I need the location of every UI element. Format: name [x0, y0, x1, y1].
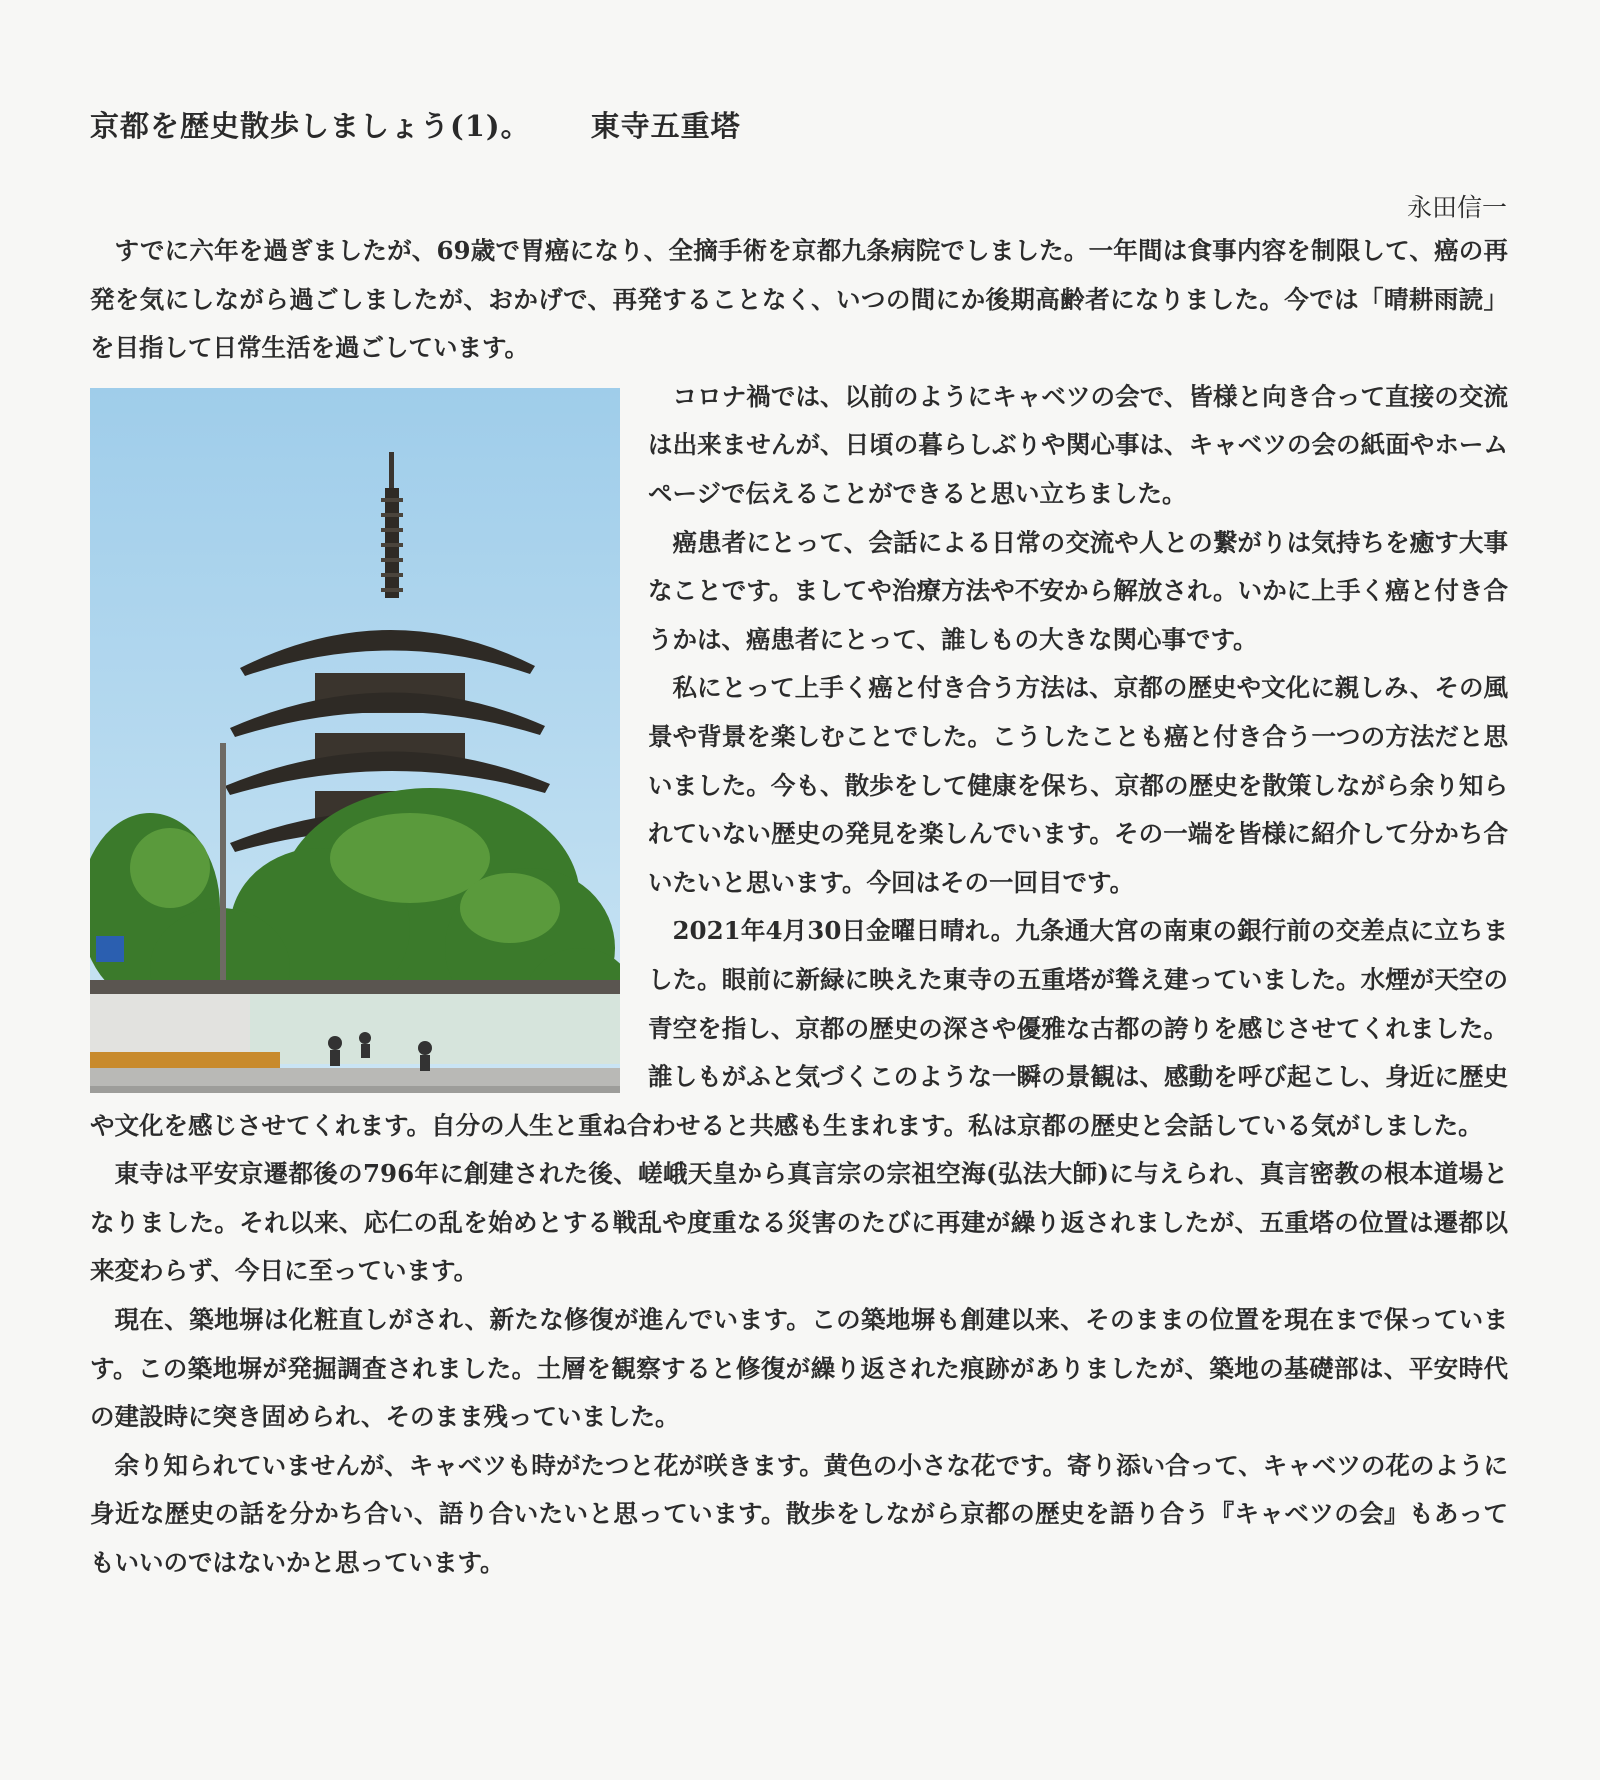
title-subtitle: 東寺五重塔	[590, 109, 741, 143]
title-main: 京都を歴史散歩しましょう(1)。	[90, 109, 531, 143]
paragraph-8: 余り知られていませんが、キャベツも時がたつと花が咲きます。黄色の小さな花です。寄り添い合って、キャベツの花のように身近な歴史の話を分かち合い、語り合いたいと思っています。散歩をしながら京都の歴史を語り合う『キャベツの会』もあってもいいのではないかと思っています。	[90, 1450, 1508, 1578]
pagoda-photo	[90, 388, 620, 1093]
paragraph-7: 現在、築地塀は化粧直しがされ、新たな修復が進んでいます。この築地塀も創建以来、そのままの位置を現在まで保っています。この築地塀が発掘調査されました。土層を観察すると修復が繰り返された痕跡がありましたが、築地の基礎部は、平安時代の建設時に突き固められ、そのまま残っていました。	[90, 1305, 1508, 1432]
paragraph-1: すでに六年を過ぎましたが、69歳で胃癌になり、全摘手術を京都九条病院でしました。一年間は食事内容を制限して、癌の再発を気にしながら過ごしましたが、おかげで、再発することなく、いつの間にか後期高齢者になりました。今では「晴耕雨読」を目指して日常生活を過ごしています。	[90, 236, 1508, 363]
paragraph-2: コロナ禍では、以前のようにキャベツの会で、皆様と向き合って直接の交流は出来ませんが、日頃の暮らしぶりや関心事は、キャベツの会の紙面やホームページで伝えることができると思い立ちました。	[648, 381, 1508, 508]
paragraph-5: 2021年4月30日金曜日晴れ。九条通大宮の南東の銀行前の交差点に立ちました。眼前に新緑に映えた東寺の五重塔が聳え建っていました。水煙が天空の青空を指し、京都の歴史の深さや優雅な古都の誇りを感じさせてくれました。誰しもがふと気づくこのような一瞬の景観は、感動を呼び起こし、身近に歴史や文化を感じさせてくれます。自分の人生と重ね合わせると共感も生まれます。私は京都の歴史と会話している気がしました。	[90, 916, 1508, 1140]
paragraph-4: 私にとって上手く癌と付き合う方法は、京都の歴史や文化に親しみ、その風景や背景を楽しむことでした。こうしたことも癌と付き合う一つの方法だと思いました。今も、散歩をして健康を保ち、京都の歴史を散策しながら余り知られていない歴史の発見を楽しんでいます。その一端を皆様に紹介して分かち合いたいと思います。今回はその一回目です。	[648, 673, 1508, 897]
article-title	[90, 104, 741, 145]
author-name: 永田信一	[1406, 193, 1507, 222]
paragraph-6: 東寺は平安京遷都後の796年に創建された後、嵯峨天皇から真言宗の宗祖空海(弘法大師)に与えられ、真言密教の根本道場となりました。それ以来、応仁の乱を始めとする戦乱や度重なる災害のたびに再建が繰り返されましたが、五重塔の位置は遷都以来変わらず、今日に至っています。	[90, 1159, 1508, 1286]
article-body	[90, 227, 1508, 1588]
paragraph-3: 癌患者にとって、会話による日常の交流や人との繋がりは気持ちを癒す大事なことです。ましてや治療方法や不安から解放され。いかに上手く癌と付き合うかは、癌患者にとって、誰しもの大きな関心事です。	[648, 527, 1508, 654]
